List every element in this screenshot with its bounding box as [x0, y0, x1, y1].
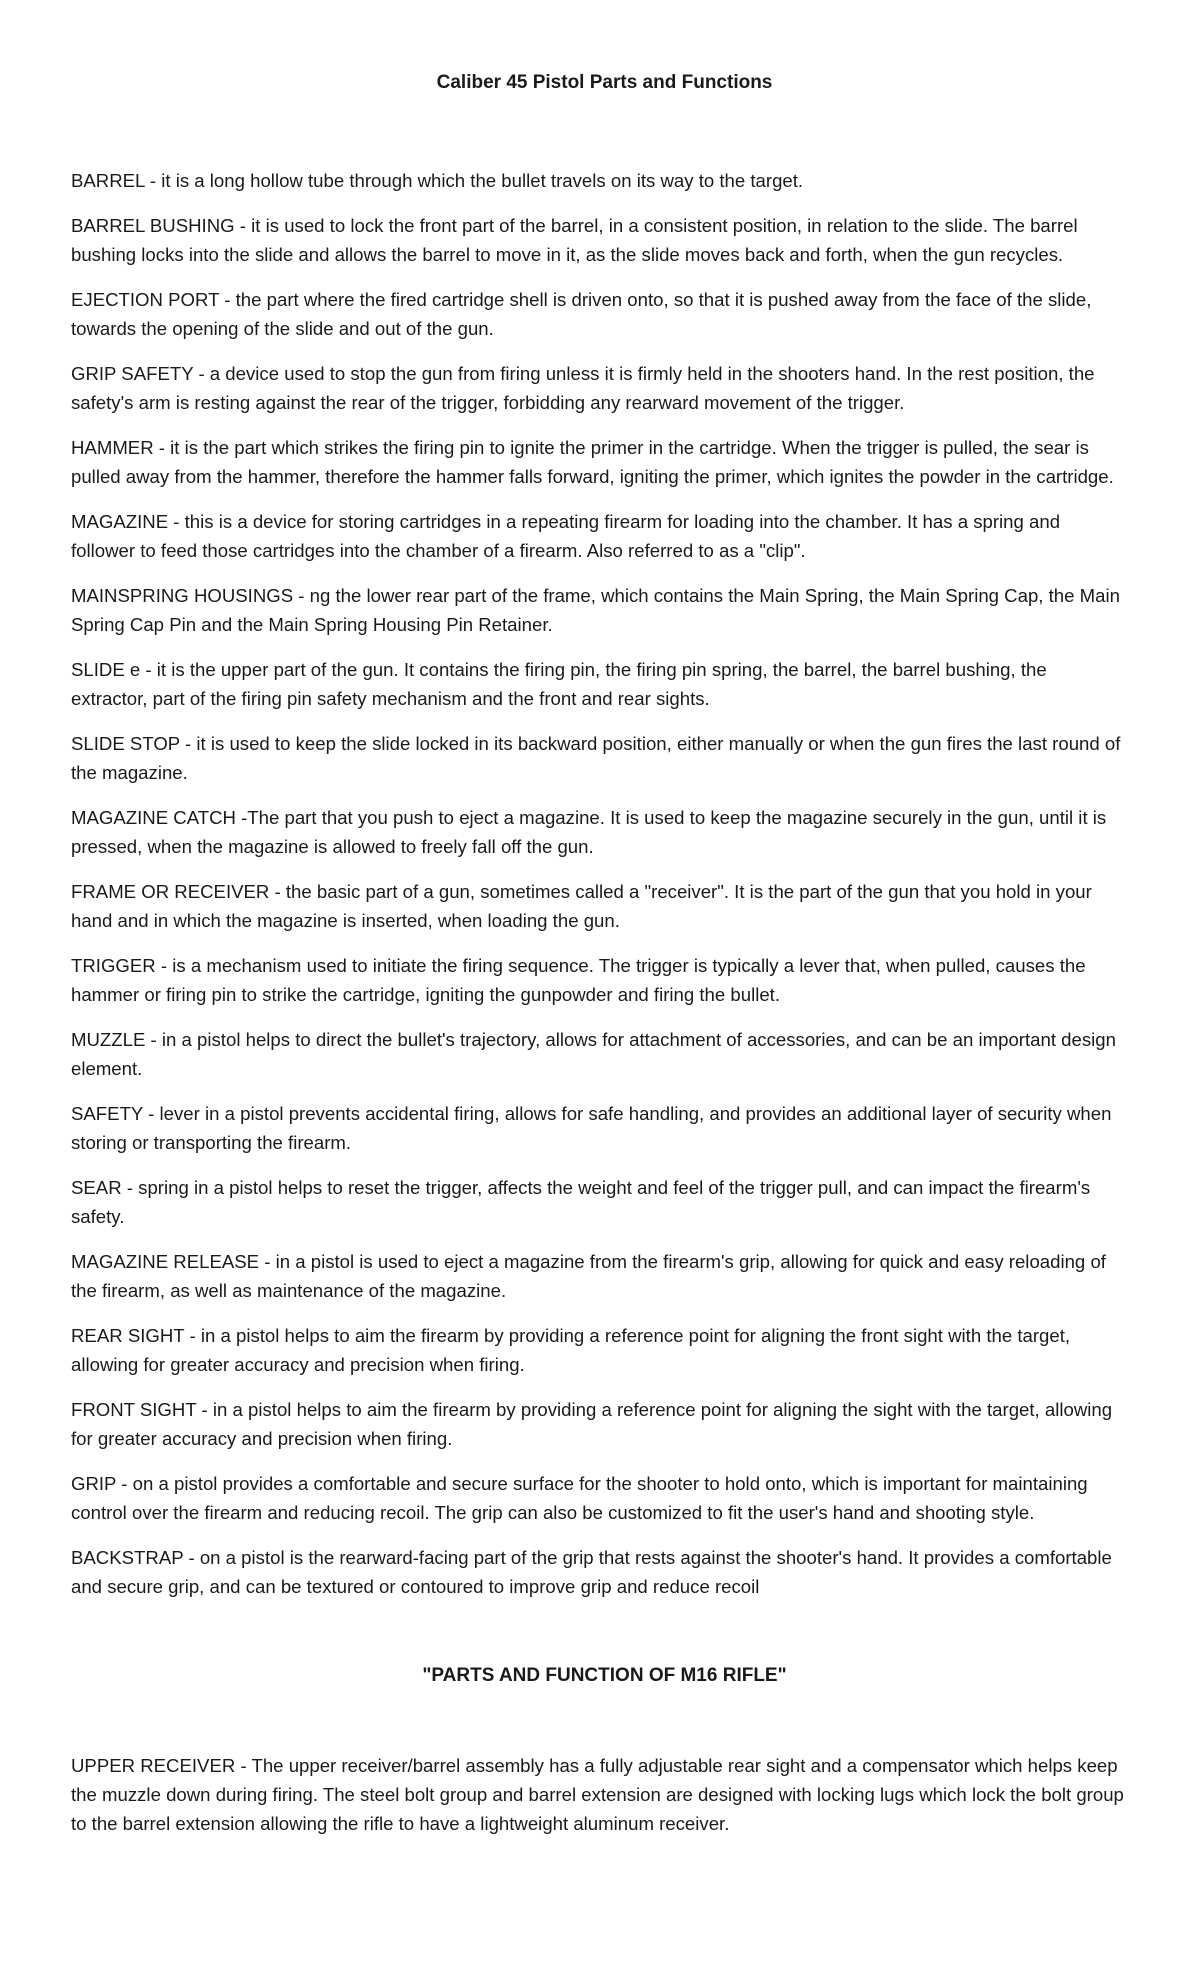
part-description: - this is a device for storing cartridges in a repeating firearm for loading into the chamber. It has a spring and follower to feed those cartridges into the chamber of a firearm. Also referred to as a "clip".: [71, 511, 1061, 561]
part-entry: [71, 359, 1128, 417]
part-description: -The part that you push to eject a magazine. It is used to keep the magazine securely in the gun, until it is pressed, when the magazine is allowed to freely fall off the gun.: [71, 807, 1107, 857]
part-description: - ng the lower rear part of the frame, which contains the Main Spring, the Main Spring Cap, the Main Spring Cap Pin and the Main Spring Housing Pin Retainer.: [71, 585, 1120, 635]
part-term: BARREL: [71, 170, 145, 191]
part-term: SLIDE STOP: [71, 733, 180, 754]
part-term: HAMMER: [71, 437, 154, 458]
part-entry: [71, 1321, 1128, 1379]
part-entry: [71, 285, 1128, 343]
part-entry: [71, 1395, 1128, 1453]
part-description: - in a pistol helps to aim the firearm by providing a reference point for aligning the front sight with the target, allowing for greater accuracy and precision when firing.: [71, 1325, 1071, 1375]
pistol-section-title: Caliber 45 Pistol Parts and Functions: [436, 72, 773, 93]
part-term: TRIGGER: [71, 955, 156, 976]
part-entry: [71, 211, 1128, 269]
part-term: MAINSPRING HOUSINGS: [71, 585, 294, 606]
part-entry: [71, 1751, 1128, 1838]
part-term: SEAR: [71, 1177, 122, 1198]
part-term: MAGAZINE: [71, 511, 169, 532]
part-entry: [71, 1173, 1128, 1231]
part-term: GRIP SAFETY: [71, 363, 194, 384]
part-description: - it is used to lock the front part of the barrel, in a consistent position, in relation to the slide. The barrel bushing locks into the slide and allows the barrel to move in it, as the slide moves back and forth, when the gun recycles.: [71, 215, 1078, 265]
pistol-parts-list: [71, 166, 1128, 1601]
rifle-section-title: "PARTS AND FUNCTION OF M16 RIFLE": [422, 1665, 787, 1686]
part-entry: [71, 433, 1128, 491]
part-description: - it is the part which strikes the firing pin to ignite the primer in the cartridge. When the trigger is pulled, the sear is pulled away from the hammer, therefore the hammer falls forward, igniting the primer, which ignites the powder in the cartridge.: [71, 437, 1114, 487]
part-entry: [71, 951, 1128, 1009]
part-entry: [71, 877, 1128, 935]
part-description: - in a pistol helps to aim the firearm by providing a reference point for aligning the sight with the target, allowing for greater accuracy and precision when firing.: [71, 1399, 1113, 1449]
part-description: - The upper receiver/barrel assembly has a fully adjustable rear sight and a compensator which helps keep the muzzle down during firing. The steel bolt group and barrel extension are designed with locking lugs which lock the bolt group to the barrel extension allowing the rifle to have a lightweight aluminum receiver.: [71, 1755, 1124, 1834]
part-entry: [71, 507, 1128, 565]
part-term: UPPER RECEIVER: [71, 1755, 236, 1776]
part-term: FRAME OR RECEIVER: [71, 881, 270, 902]
part-description: - on a pistol provides a comfortable and secure surface for the shooter to hold onto, which is important for maintaining control over the firearm and reducing recoil. The grip can also be customized to fit the user's hand and shooting style.: [71, 1473, 1088, 1523]
part-term: BACKSTRAP: [71, 1547, 184, 1568]
part-term: REAR SIGHT: [71, 1325, 185, 1346]
part-term: EJECTION PORT: [71, 289, 220, 310]
part-entry: [71, 1469, 1128, 1527]
part-term: SAFETY: [71, 1103, 143, 1124]
part-description: - it is used to keep the slide locked in its backward position, either manually or when the gun fires the last round of the magazine.: [71, 733, 1121, 783]
part-entry: [71, 729, 1128, 787]
part-description: - it is the upper part of the gun. It contains the firing pin, the firing pin spring, the barrel, the barrel bushing, the extractor, part of the firing pin safety mechanism and the front and rear sights.: [71, 659, 1047, 709]
part-entry: [71, 1247, 1128, 1305]
part-description: - spring in a pistol helps to reset the trigger, affects the weight and feel of the trigger pull, and can impact the firearm's safety.: [71, 1177, 1091, 1227]
part-term: FRONT SIGHT: [71, 1399, 197, 1420]
part-entry: [71, 1025, 1128, 1083]
part-term: GRIP: [71, 1473, 117, 1494]
part-entry: [71, 1099, 1128, 1157]
part-description: - a device used to stop the gun from firing unless it is firmly held in the shooters hand. In the rest position, the safety's arm is resting against the rear of the trigger, forbidding any rearward movement of the trigger.: [71, 363, 1095, 413]
part-entry: [71, 655, 1128, 713]
part-description: - lever in a pistol prevents accidental firing, allows for safe handling, and provides an additional layer of security when storing or transporting the firearm.: [71, 1103, 1112, 1153]
part-entry: [71, 1543, 1128, 1601]
part-term: MAGAZINE RELEASE: [71, 1251, 260, 1272]
part-description: - in a pistol helps to direct the bullet's trajectory, allows for attachment of accessories, and can be an important design element.: [71, 1029, 1116, 1079]
part-description: - in a pistol is used to eject a magazine from the firearm's grip, allowing for quick and easy reloading of the firearm, as well as maintenance of the magazine.: [71, 1251, 1106, 1301]
part-term: BARREL BUSHING: [71, 215, 235, 236]
rifle-parts-list: [71, 1751, 1128, 1838]
part-entry: [71, 166, 1128, 195]
part-term: MUZZLE: [71, 1029, 146, 1050]
part-description: - the basic part of a gun, sometimes called a "receiver". It is the part of the gun that you hold in your hand and in which the magazine is inserted, when loading the gun.: [71, 881, 1092, 931]
part-description: - the part where the fired cartridge shell is driven onto, so that it is pushed away from the face of the slide, towards the opening of the slide and out of the gun.: [71, 289, 1092, 339]
part-term: MAGAZINE CATCH: [71, 807, 236, 828]
part-entry: [71, 803, 1128, 861]
part-term: SLIDE e: [71, 659, 141, 680]
part-description: - it is a long hollow tube through which the bullet travels on its way to the target.: [144, 170, 804, 191]
part-description: - on a pistol is the rearward-facing part of the grip that rests against the shooter's hand. It provides a comfortable and secure grip, and can be textured or contoured to improve grip and reduce recoil: [71, 1547, 1112, 1597]
part-description: - is a mechanism used to initiate the firing sequence. The trigger is typically a lever that, when pulled, causes the hammer or firing pin to strike the cartridge, igniting the gunpowder and firing the bullet.: [71, 955, 1086, 1005]
part-entry: [71, 581, 1128, 639]
